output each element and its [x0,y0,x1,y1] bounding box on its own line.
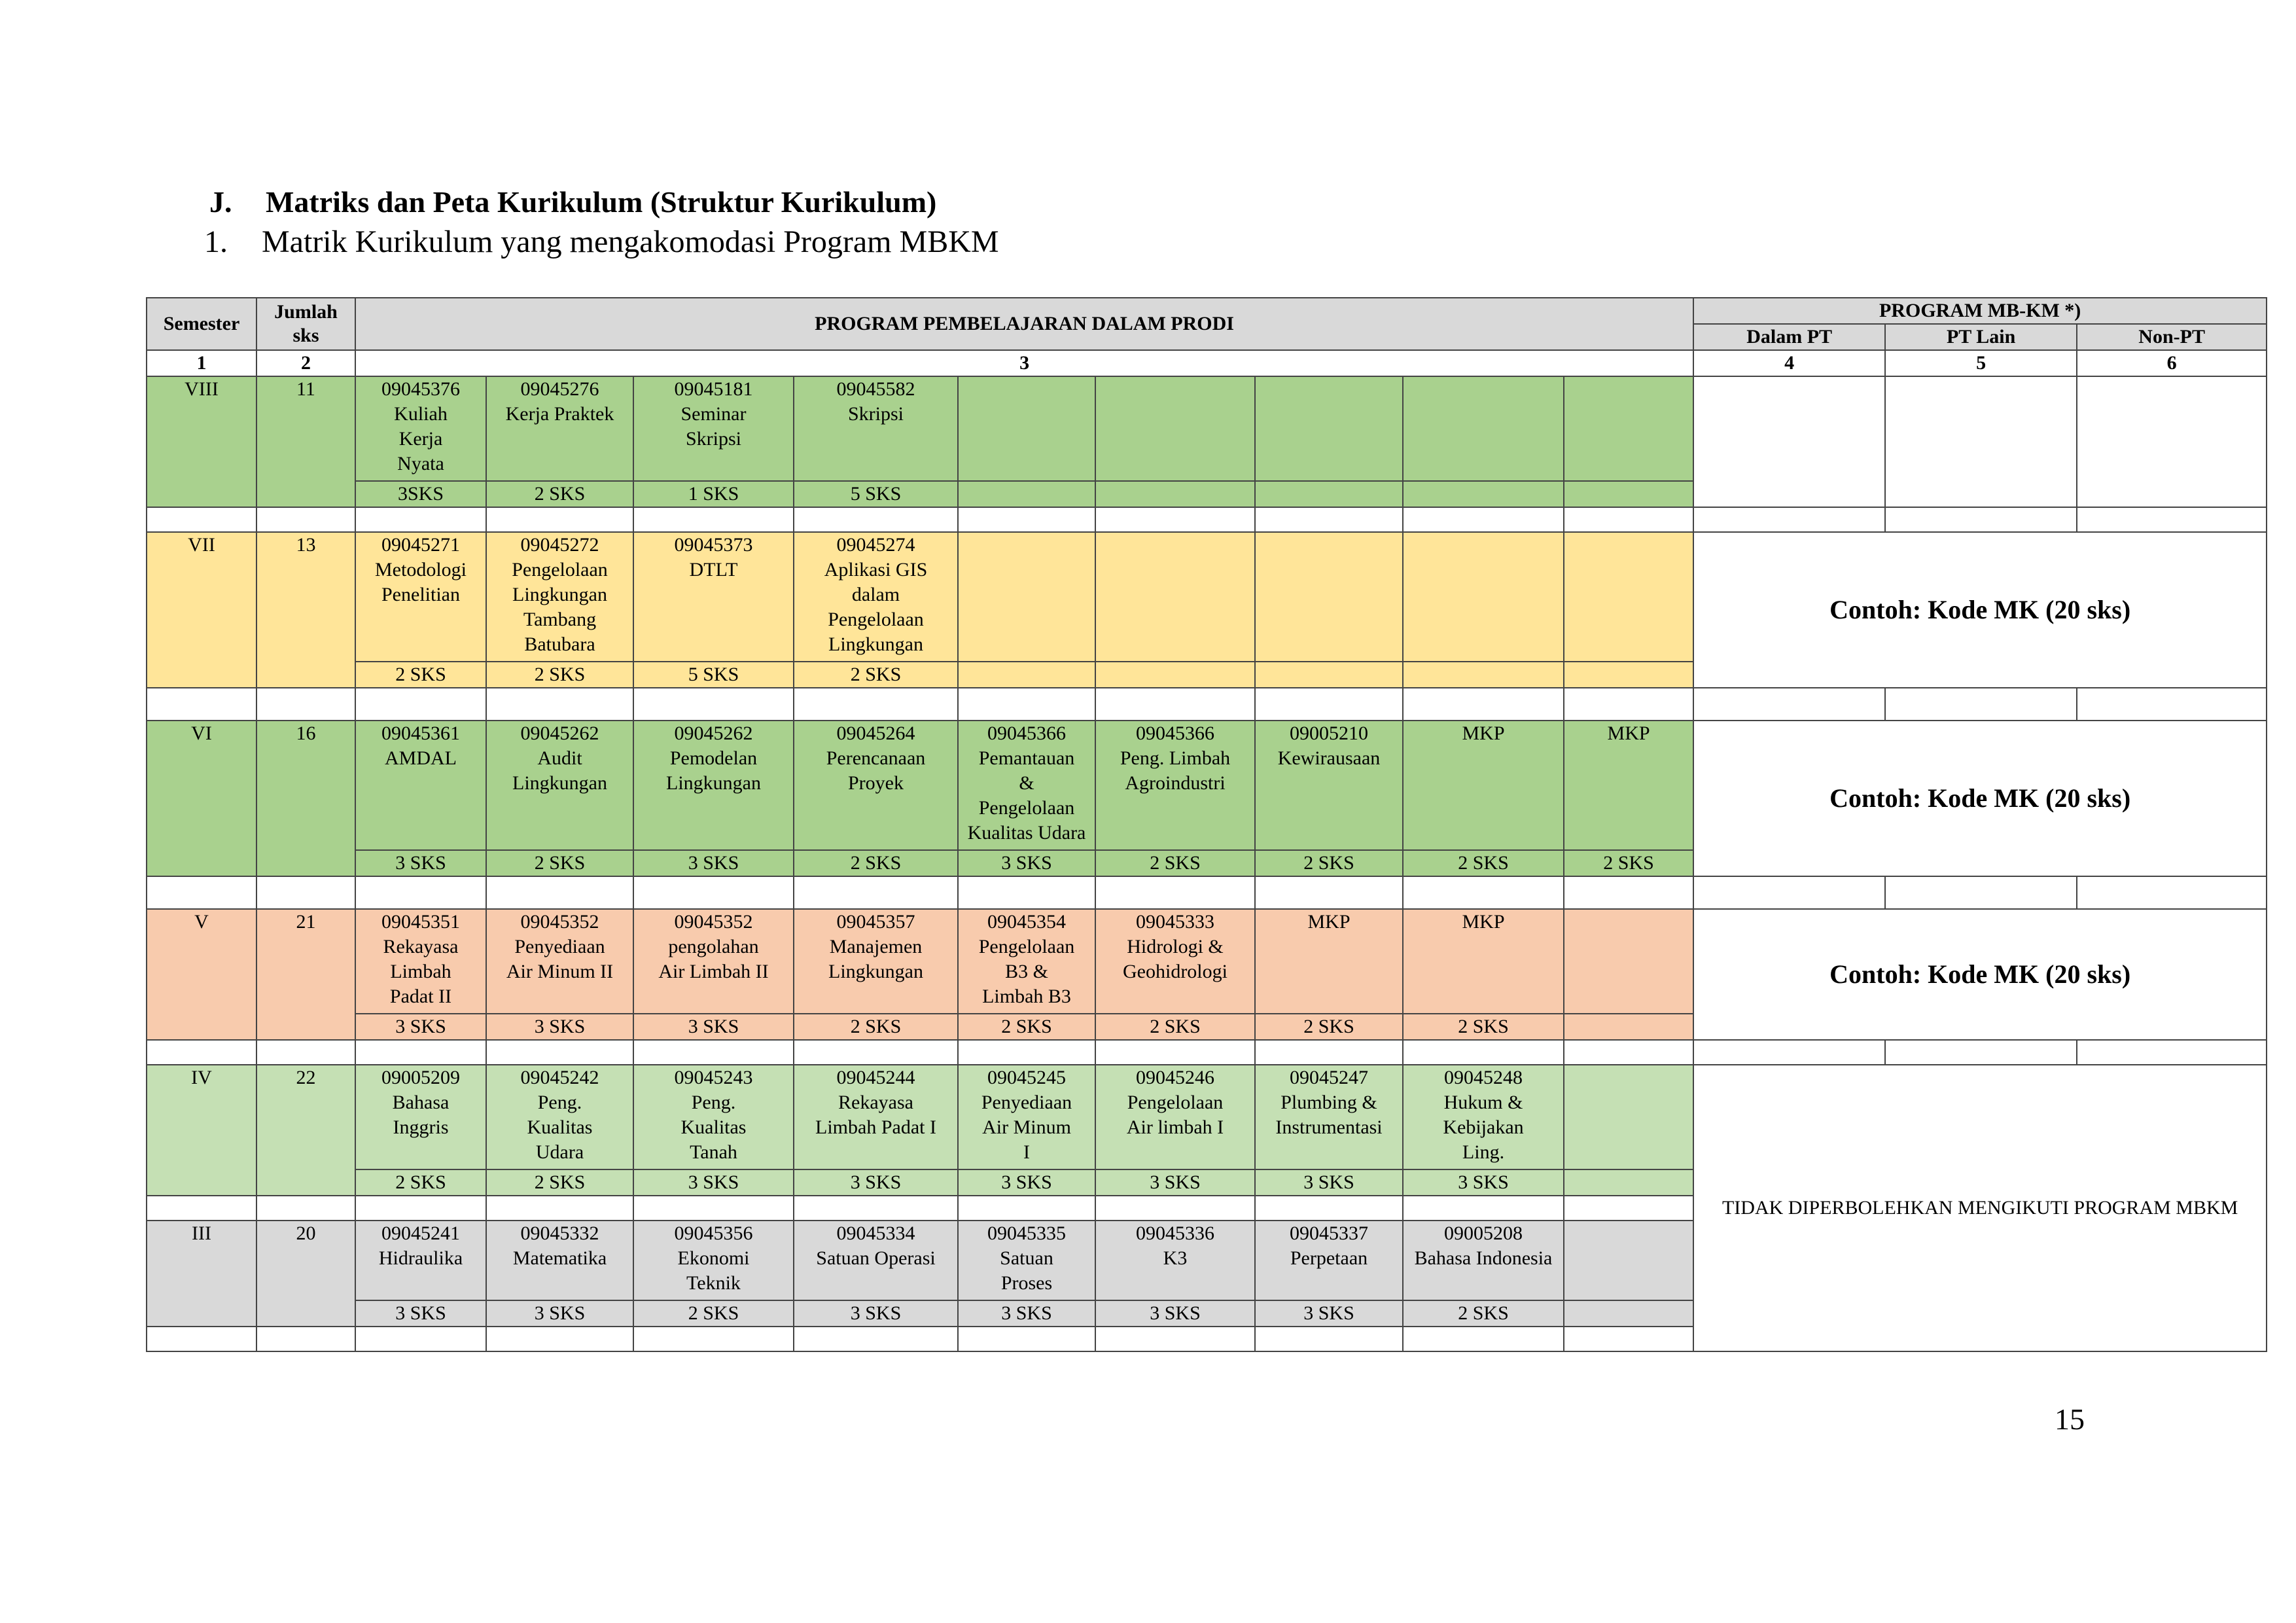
header-non-pt: Non-PT [2077,324,2267,350]
course-sks [1564,1014,1693,1040]
empty-cell [633,1327,794,1351]
course-name: 09045262 Pemodelan Lingkungan [633,721,794,850]
empty-cell [633,1040,794,1065]
empty-cell [147,876,256,909]
empty-cell [256,507,355,532]
empty-cell [1693,507,1885,532]
empty-cell [1885,507,2077,532]
header-row [147,298,2267,324]
course-name: 09045366 Pemantauan & Pengelolaan Kualitas Udara [958,721,1095,850]
empty-cell [256,1196,355,1221]
empty-cell [256,876,355,909]
empty-cell [958,507,1095,532]
empty-cell [147,1040,256,1065]
subsection-title: Matrik Kurikulum yang mengakomodasi Program MBKM [262,224,999,259]
empty-cell [1095,1327,1255,1351]
semester-row [147,909,2267,1014]
column-number: 3 [355,350,1693,376]
empty-cell [1564,876,1693,909]
course-sks: 2 SKS [633,1300,794,1327]
course-name: 09045246 Pengelolaan Air limbah I [1095,1065,1255,1169]
course-sks: 3 SKS [1255,1169,1403,1196]
spacer-row [147,688,2267,721]
semester-total-sks: 16 [256,721,355,876]
course-name [958,376,1095,481]
header-pt-lain: PT Lain [1885,324,2077,350]
empty-cell [355,1040,486,1065]
course-sks: 3 SKS [794,1300,958,1327]
empty-cell [1403,1040,1564,1065]
course-sks: 3 SKS [355,1014,486,1040]
empty-cell [958,1196,1095,1221]
course-name: 09045276 Kerja Praktek [486,376,633,481]
empty-cell [958,876,1095,909]
course-sks: 1 SKS [633,481,794,507]
section-number: J. [209,185,232,219]
semester-total-sks: 22 [256,1065,355,1196]
empty-cell [1885,1040,2077,1065]
empty-cell [1564,1327,1693,1351]
course-name: 09045361 AMDAL [355,721,486,850]
course-sks [1095,662,1255,688]
course-sks: 2 SKS [1255,1014,1403,1040]
semester-row [147,532,2267,662]
empty-cell [355,688,486,721]
course-name [1564,1065,1693,1169]
empty-cell [486,876,633,909]
empty-cell [355,1327,486,1351]
semester-label: V [147,909,256,1040]
mbkm-non-pt-cell [2077,376,2267,507]
course-sks: 2 SKS [486,481,633,507]
course-name [1403,376,1564,481]
course-sks [958,481,1095,507]
course-name: 09045333 Hidrologi & Geohidrologi [1095,909,1255,1014]
empty-cell [256,1040,355,1065]
course-name [1095,532,1255,662]
column-number: 5 [1885,350,2077,376]
empty-cell [1095,1040,1255,1065]
column-number-row [147,350,2267,376]
course-sks: 3 SKS [355,850,486,876]
course-sks: 3 SKS [486,1014,633,1040]
header-semester: Semester [147,298,256,350]
empty-cell [1564,688,1693,721]
course-name: 09045356 Ekonomi Teknik [633,1221,794,1300]
course-sks: 3SKS [355,481,486,507]
course-sks: 2 SKS [355,662,486,688]
course-name: 09045373 DTLT [633,532,794,662]
empty-cell [1885,688,2077,721]
page-number: 15 [2055,1402,2085,1436]
course-sks [1255,662,1403,688]
course-sks [1564,1169,1693,1196]
course-sks [958,662,1095,688]
course-sks: 3 SKS [958,1169,1095,1196]
semester-label: III [147,1221,256,1327]
heading-block [204,185,999,266]
semester-total-sks: 20 [256,1221,355,1327]
empty-cell [633,876,794,909]
empty-cell [1564,1196,1693,1221]
empty-cell [794,876,958,909]
course-sks [1564,1300,1693,1327]
section-heading [209,185,999,224]
empty-cell [355,507,486,532]
empty-cell [1403,688,1564,721]
empty-cell [1095,688,1255,721]
empty-cell [794,688,958,721]
empty-cell [1693,688,1885,721]
course-name: 09045334 Satuan Operasi [794,1221,958,1300]
course-name: MKP [1403,909,1564,1014]
empty-cell [1693,876,1885,909]
course-sks: 2 SKS [794,662,958,688]
course-sks: 2 SKS [486,850,633,876]
curriculum-matrix-table [146,297,2267,1352]
course-sks: 3 SKS [1255,1300,1403,1327]
course-name: 09045245 Penyediaan Air Minum I [958,1065,1095,1169]
semester-total-sks: 21 [256,909,355,1040]
course-name [1564,1221,1693,1300]
course-sks: 2 SKS [1255,850,1403,876]
course-name: 09045271 Metodologi Penelitian [355,532,486,662]
course-sks: 3 SKS [794,1169,958,1196]
empty-cell [1255,1040,1403,1065]
empty-cell [1403,1327,1564,1351]
course-sks: 2 SKS [1095,850,1255,876]
empty-cell [2077,876,2267,909]
mbkm-example-note: Contoh: Kode MK (20 sks) [1693,532,2267,688]
empty-cell [1885,876,2077,909]
course-name: 09045336 K3 [1095,1221,1255,1300]
course-name: 09045332 Matematika [486,1221,633,1300]
course-sks: 3 SKS [355,1300,486,1327]
course-name: 09045274 Aplikasi GIS dalam Pengelolaan Lingkungan [794,532,958,662]
empty-cell [1403,1196,1564,1221]
course-name [1403,532,1564,662]
course-sks: 3 SKS [958,1300,1095,1327]
spacer-row [147,1040,2267,1065]
empty-cell [147,688,256,721]
semester-total-sks: 13 [256,532,355,688]
empty-cell [633,507,794,532]
empty-cell [1693,1040,1885,1065]
empty-cell [256,688,355,721]
empty-cell [1255,876,1403,909]
empty-cell [355,1196,486,1221]
empty-cell [2077,507,2267,532]
course-sks: 2 SKS [1403,1300,1564,1327]
course-name: 09045354 Pengelolaan B3 & Limbah B3 [958,909,1095,1014]
mbkm-example-note: Contoh: Kode MK (20 sks) [1693,721,2267,876]
course-sks: 3 SKS [633,1169,794,1196]
course-name [958,532,1095,662]
header-program-mbkm: PROGRAM MB-KM *) [1693,298,2267,324]
empty-cell [633,1196,794,1221]
semester-label: VIII [147,376,256,507]
course-name: 09045244 Rekayasa Limbah Padat I [794,1065,958,1169]
header-program-prodi: PROGRAM PEMBELAJARAN DALAM PRODI [355,298,1693,350]
course-name [1255,532,1403,662]
course-sks: 2 SKS [1564,850,1693,876]
course-sks: 2 SKS [958,1014,1095,1040]
semester-label: VI [147,721,256,876]
course-sks [1403,481,1564,507]
course-sks: 2 SKS [1095,1014,1255,1040]
course-name [1255,376,1403,481]
semester-label: IV [147,1065,256,1196]
empty-cell [486,507,633,532]
semester-total-sks: 11 [256,376,355,507]
empty-cell [1095,1196,1255,1221]
semester-row [147,1065,2267,1169]
table-body [147,298,2267,1351]
empty-cell [147,1327,256,1351]
course-sks: 2 SKS [794,1014,958,1040]
spacer-row [147,876,2267,909]
empty-cell [1255,1196,1403,1221]
course-name: 09005210 Kewirausaan [1255,721,1403,850]
empty-cell [958,688,1095,721]
empty-cell [147,1196,256,1221]
empty-cell [1255,507,1403,532]
semester-row [147,721,2267,850]
course-sks: 2 SKS [486,1169,633,1196]
column-number: 2 [256,350,355,376]
course-name: MKP [1255,909,1403,1014]
empty-cell [486,1040,633,1065]
course-name: 09045243 Peng. Kualitas Tanah [633,1065,794,1169]
course-name: 09045357 Manajemen Lingkungan [794,909,958,1014]
course-sks: 2 SKS [1403,850,1564,876]
course-sks: 3 SKS [633,850,794,876]
empty-cell [355,876,486,909]
course-sks: 2 SKS [1403,1014,1564,1040]
course-name: 09045351 Rekayasa Limbah Padat II [355,909,486,1014]
course-sks: 3 SKS [958,850,1095,876]
course-sks: 3 SKS [1403,1169,1564,1196]
course-name: 09045582 Skripsi [794,376,958,481]
header-dalam-pt: Dalam PT [1693,324,1885,350]
empty-cell [958,1040,1095,1065]
course-sks: 2 SKS [794,850,958,876]
course-name: MKP [1403,721,1564,850]
empty-cell [1095,507,1255,532]
course-sks: 5 SKS [633,662,794,688]
course-sks: 3 SKS [1095,1300,1255,1327]
empty-cell [1403,876,1564,909]
course-name [1564,909,1693,1014]
semester-label: VII [147,532,256,688]
empty-cell [486,1196,633,1221]
column-number: 4 [1693,350,1885,376]
course-sks: 3 SKS [633,1014,794,1040]
column-number: 1 [147,350,256,376]
empty-cell [794,1196,958,1221]
course-name: 09045248 Hukum & Kebijakan Ling. [1403,1065,1564,1169]
subsection-number: 1. [204,224,228,259]
course-name: 09045181 Seminar Skripsi [633,376,794,481]
mbkm-example-note: Contoh: Kode MK (20 sks) [1693,909,2267,1040]
course-sks [1095,481,1255,507]
course-name: 09045264 Perencanaan Proyek [794,721,958,850]
empty-cell [256,1327,355,1351]
empty-cell [1095,876,1255,909]
course-sks: 2 SKS [355,1169,486,1196]
course-name: 09045376 Kuliah Kerja Nyata [355,376,486,481]
section-title: Matriks dan Peta Kurikulum (Struktur Kurikulum) [266,185,937,219]
course-name: 09045337 Perpetaan [1255,1221,1403,1300]
course-name [1095,376,1255,481]
empty-cell [1564,1040,1693,1065]
course-sks [1564,481,1693,507]
empty-cell [1564,507,1693,532]
empty-cell [794,1040,958,1065]
course-name: 09045242 Peng. Kualitas Udara [486,1065,633,1169]
column-number: 6 [2077,350,2267,376]
course-sks [1403,662,1564,688]
course-name: 09045335 Satuan Proses [958,1221,1095,1300]
course-name: 09005209 Bahasa Inggris [355,1065,486,1169]
empty-cell [486,688,633,721]
subsection-heading [204,224,999,266]
course-sks: 2 SKS [486,662,633,688]
mbkm-pt-lain-cell [1885,376,2077,507]
course-name: 09005208 Bahasa Indonesia [1403,1221,1564,1300]
spacer-row [147,507,2267,532]
mbkm-restriction-note: TIDAK DIPERBOLEHKAN MENGIKUTI PROGRAM MBKM [1693,1065,2267,1351]
header-jumlah-sks: Jumlah sks [256,298,355,350]
course-sks [1564,662,1693,688]
course-sks: 3 SKS [1095,1169,1255,1196]
empty-cell [1255,688,1403,721]
empty-cell [633,688,794,721]
empty-cell [794,507,958,532]
mbkm-dalam-pt-cell [1693,376,1885,507]
course-name: 09045241 Hidraulika [355,1221,486,1300]
empty-cell [2077,688,2267,721]
course-sks: 5 SKS [794,481,958,507]
course-sks [1255,481,1403,507]
empty-cell [1403,507,1564,532]
course-sks: 3 SKS [486,1300,633,1327]
course-name [1564,532,1693,662]
course-name: 09045352 Penyediaan Air Minum II [486,909,633,1014]
semester-row [147,376,2267,481]
empty-cell [486,1327,633,1351]
course-name: 09045352 pengolahan Air Limbah II [633,909,794,1014]
empty-cell [147,507,256,532]
course-name: 09045262 Audit Lingkungan [486,721,633,850]
empty-cell [958,1327,1095,1351]
course-name [1564,376,1693,481]
course-name: 09045272 Pengelolaan Lingkungan Tambang Batubara [486,532,633,662]
empty-cell [1255,1327,1403,1351]
empty-cell [2077,1040,2267,1065]
empty-cell [794,1327,958,1351]
course-name: 09045366 Peng. Limbah Agroindustri [1095,721,1255,850]
course-name: MKP [1564,721,1693,850]
course-name: 09045247 Plumbing & Instrumentasi [1255,1065,1403,1169]
